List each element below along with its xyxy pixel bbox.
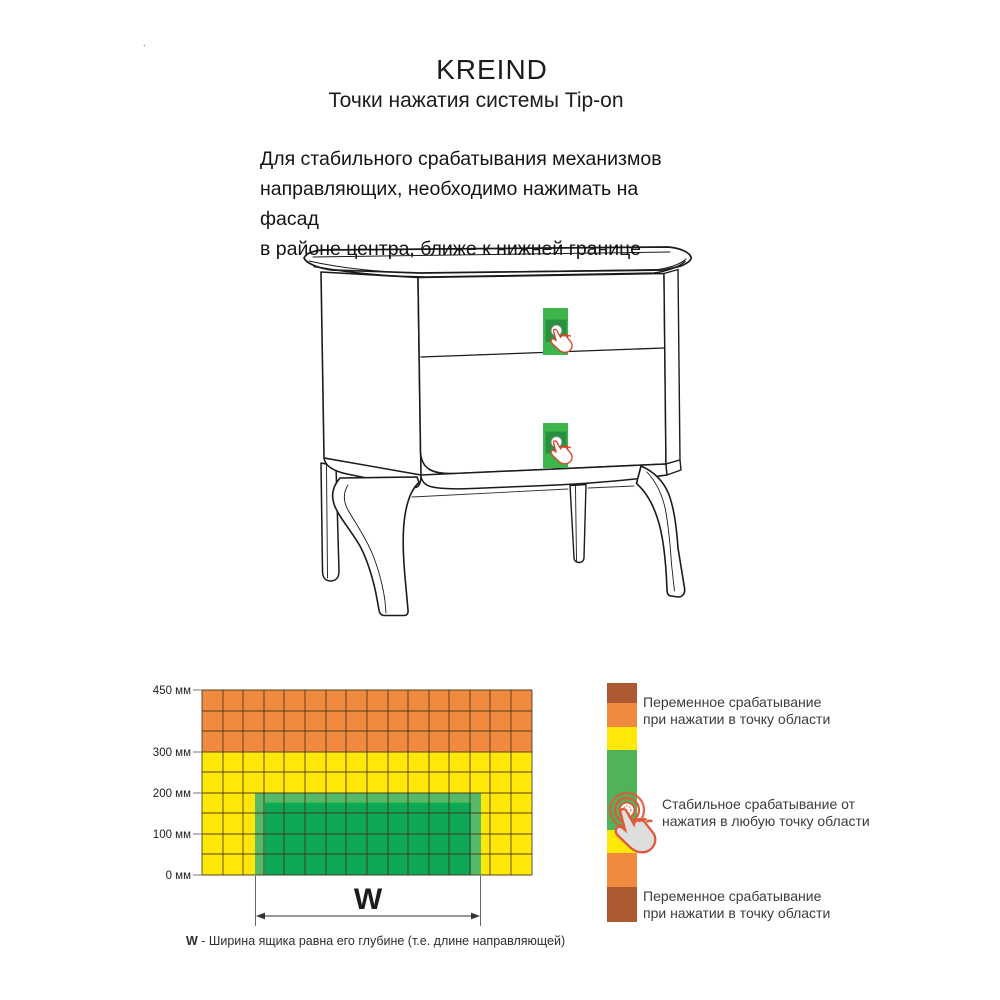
legend-item-variable-bottom xyxy=(643,888,830,922)
width-label: W xyxy=(353,883,383,916)
press-zone-grid xyxy=(153,685,532,926)
instruction-line-2: направляющих, необходимо нажимать на фасад xyxy=(260,178,639,230)
legend-line: Стабильное срабатывание от xyxy=(662,796,856,812)
legend-line: при нажатии в точку области xyxy=(643,905,831,921)
legend-item-stable xyxy=(662,796,870,830)
legend-line: при нажатии в точку области xyxy=(643,711,831,727)
cabinet-middle-leg xyxy=(570,485,586,563)
press-point-upper xyxy=(543,308,572,355)
instruction-line-3: в районе центра, ближе к нижней границе xyxy=(260,238,641,260)
legend-line: Переменное срабатывание xyxy=(643,694,822,710)
legend-item-variable-top xyxy=(643,694,830,728)
cabinet-drawing xyxy=(304,247,691,616)
width-caption-term: W xyxy=(186,934,198,948)
cabinet-right-leg xyxy=(637,466,685,597)
press-point-lower xyxy=(543,423,572,468)
cabinet-front-left-leg xyxy=(333,477,419,616)
legend-line: Переменное срабатывание xyxy=(643,888,822,904)
width-caption xyxy=(186,934,565,948)
axis-label-200: 200 мм xyxy=(152,788,191,800)
cabinet-back-left-leg xyxy=(321,463,339,581)
axis-label-100: 100 мм xyxy=(152,829,191,841)
width-caption-text: - Ширина ящика равна его глубине (т.е. длине направляющей) xyxy=(197,934,566,948)
legend-line: нажатия в любую точку области xyxy=(662,813,870,829)
cabinet-right-edge xyxy=(664,270,680,465)
axis-label-450: 450 мм xyxy=(152,685,191,697)
page-subtitle: Точки нажатия системы Tip-on xyxy=(328,89,624,112)
axis-label-0: 0 мм xyxy=(165,870,191,882)
instruction-paragraph xyxy=(260,144,680,264)
page-title: KREIND xyxy=(436,54,548,85)
zone-green-dark xyxy=(265,803,471,875)
cabinet-side-panel xyxy=(321,272,421,476)
cabinet-front-face xyxy=(418,274,666,474)
axis-label-300: 300 мм xyxy=(152,747,191,759)
instruction-line-1: Для стабильного срабатывания механизмов xyxy=(260,148,662,170)
axis-ticks xyxy=(193,690,202,875)
stray-dot: . xyxy=(143,38,146,48)
